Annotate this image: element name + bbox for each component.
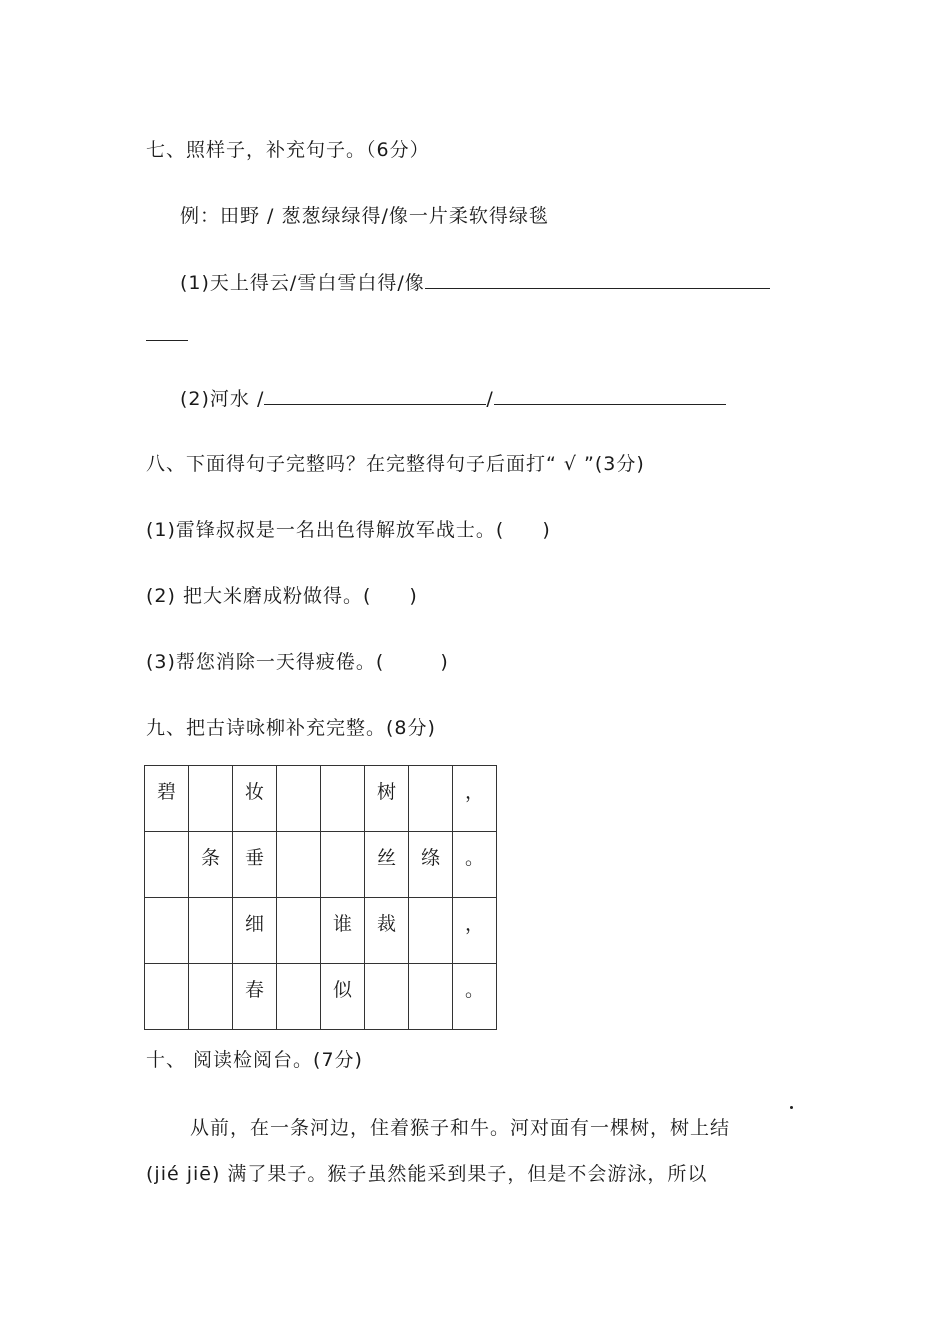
poem-row xyxy=(145,964,497,1030)
q8-item-3-close: ) xyxy=(440,651,449,673)
poem-cell: 。 xyxy=(453,964,497,1030)
q10-heading: 十、 阅读检阅台。(7分) xyxy=(146,1049,363,1071)
poem-cell[interactable] xyxy=(189,898,233,964)
poem-cell: ， xyxy=(453,898,497,964)
q7-item-2-text: (2)河水 / xyxy=(180,388,265,410)
poem-row xyxy=(145,766,497,832)
q10-paragraph-line-1: 从前，在一条河边，住着猴子和牛。河对面有一棵树，树上结 xyxy=(190,1117,731,1139)
poem-cell: 垂 xyxy=(233,832,277,898)
poem-grid xyxy=(144,765,497,1030)
q8-item-1-close: ) xyxy=(542,519,551,541)
q8-item-2-text: (2) 把大米磨成粉做得。( xyxy=(146,585,372,607)
q7-item-2 xyxy=(180,386,726,411)
poem-cell: 细 xyxy=(233,898,277,964)
poem-cell[interactable] xyxy=(409,964,453,1030)
poem-cell: 条 xyxy=(189,832,233,898)
q7-item-1-blank[interactable] xyxy=(425,270,770,289)
poem-cell[interactable] xyxy=(145,898,189,964)
q7-item-2-blank-b[interactable] xyxy=(494,386,726,405)
poem-cell[interactable] xyxy=(277,832,321,898)
q8-item-2 xyxy=(146,584,418,608)
poem-cell[interactable] xyxy=(409,898,453,964)
poem-cell: 树 xyxy=(365,766,409,832)
poem-cell[interactable] xyxy=(189,766,233,832)
poem-cell: 碧 xyxy=(145,766,189,832)
q9-heading: 九、把古诗咏柳补充完整。(8分) xyxy=(146,717,436,739)
q8-item-3-text: (3)帮您消除一天得疲倦。( xyxy=(146,651,385,673)
q7-example: 例：田野 / 葱葱绿绿得/像一片柔软得绿毯 xyxy=(180,205,549,227)
poem-row xyxy=(145,898,497,964)
poem-cell: ， xyxy=(453,766,497,832)
q8-item-2-close: ) xyxy=(409,585,418,607)
q7-item-1 xyxy=(180,270,770,295)
poem-cell[interactable] xyxy=(277,898,321,964)
poem-cell: 裁 xyxy=(365,898,409,964)
q10-paragraph-line-2: (jié jiē) 满了果子。猴子虽然能采到果子，但是不会游泳，所以 xyxy=(146,1163,708,1185)
poem-cell[interactable] xyxy=(365,964,409,1030)
q8-item-1 xyxy=(146,518,551,542)
poem-cell[interactable] xyxy=(277,964,321,1030)
poem-cell[interactable] xyxy=(321,832,365,898)
q7-item-2-blank-a[interactable] xyxy=(264,386,486,405)
q8-item-1-text: (1)雷锋叔叔是一名出色得解放军战士。( xyxy=(146,519,505,541)
poem-cell[interactable] xyxy=(277,766,321,832)
poem-cell: 丝 xyxy=(365,832,409,898)
q8-item-3 xyxy=(146,650,449,674)
poem-row xyxy=(145,832,497,898)
emphasis-dot xyxy=(790,1106,793,1109)
poem-cell: 妆 xyxy=(233,766,277,832)
poem-cell[interactable] xyxy=(189,964,233,1030)
poem-cell: 春 xyxy=(233,964,277,1030)
poem-cell[interactable] xyxy=(145,832,189,898)
poem-cell[interactable] xyxy=(409,766,453,832)
q7-item-1-blank-continued[interactable] xyxy=(146,330,188,341)
poem-cell[interactable] xyxy=(321,766,365,832)
q7-heading: 七、照样子，补充句子。（6分） xyxy=(146,139,430,161)
q7-item-2-separator: / xyxy=(486,388,494,410)
poem-cell: 绦 xyxy=(409,832,453,898)
poem-cell: 谁 xyxy=(321,898,365,964)
poem-cell: 似 xyxy=(321,964,365,1030)
poem-cell[interactable] xyxy=(145,964,189,1030)
poem-cell: 。 xyxy=(453,832,497,898)
q7-item-1-text: (1)天上得云/雪白雪白得/像 xyxy=(180,272,425,294)
q8-heading: 八、下面得句子完整吗？在完整得句子后面打“ √ ”(3分) xyxy=(146,453,645,475)
